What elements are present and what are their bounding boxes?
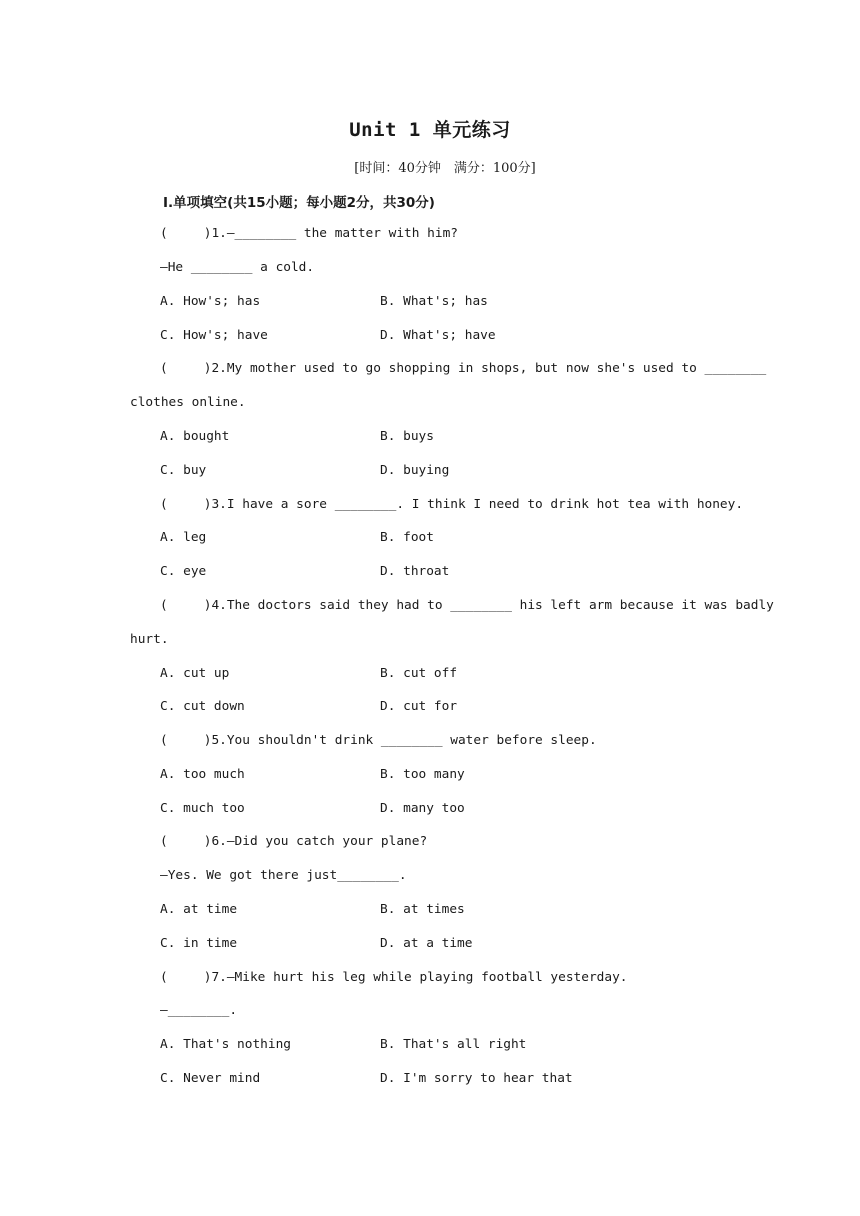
- option-b: B. What's; has: [380, 294, 488, 309]
- question-stem: ( )7.—Mike hurt his leg while playing football yesterday.: [160, 970, 628, 985]
- option-c: C. How's; have: [160, 328, 268, 343]
- option-c: C. Never mind: [160, 1071, 261, 1086]
- question-extra: —Yes. We got there just________.: [160, 868, 407, 883]
- option-a: A. That's nothing: [160, 1037, 291, 1052]
- option-c: C. eye: [160, 564, 207, 579]
- question-extra: —________.: [160, 1003, 238, 1018]
- option-c: C. in time: [160, 936, 238, 951]
- question-continuation: clothes online.: [130, 395, 246, 410]
- option-d: D. I'm sorry to hear that: [380, 1071, 573, 1086]
- question-extra: —He ________ a cold.: [160, 260, 315, 275]
- option-d: D. cut for: [380, 699, 458, 714]
- question-stem: ( )1.—________ the matter with him?: [160, 226, 458, 241]
- question-stem: ( )2.My mother used to go shopping in shops, but now she's used to ________: [160, 361, 767, 376]
- page-title: Unit 1 单元练习: [349, 119, 511, 141]
- option-d: D. at a time: [380, 936, 473, 951]
- option-a: A. bought: [160, 429, 230, 444]
- question-continuation: hurt.: [130, 632, 169, 647]
- time-score-info: [时间：40分钟 满分：100分]: [354, 161, 536, 176]
- option-b: B. That's all right: [380, 1037, 527, 1052]
- option-d: D. throat: [380, 564, 450, 579]
- option-d: D. buying: [380, 463, 450, 478]
- option-d: D. many too: [380, 801, 465, 816]
- option-b: B. too many: [380, 767, 465, 782]
- option-b: B. cut off: [380, 666, 458, 681]
- option-a: A. How's; has: [160, 294, 261, 309]
- option-c: C. much too: [160, 801, 245, 816]
- option-b: B. foot: [380, 530, 434, 545]
- option-c: C. buy: [160, 463, 207, 478]
- question-stem: ( )5.You shouldn't drink ________ water before sleep.: [160, 733, 597, 748]
- question-stem: ( )4.The doctors said they had to ________ his left arm because it was badly: [160, 598, 774, 613]
- option-a: A. cut up: [160, 666, 230, 681]
- option-c: C. cut down: [160, 699, 245, 714]
- option-a: A. too much: [160, 767, 245, 782]
- option-b: B. at times: [380, 902, 465, 917]
- option-b: B. buys: [380, 429, 434, 444]
- option-a: A. leg: [160, 530, 207, 545]
- section-heading: Ⅰ.单项填空(共15小题；每小题2分，共30分): [163, 195, 435, 211]
- option-d: D. What's; have: [380, 328, 496, 343]
- question-stem: ( )6.—Did you catch your plane?: [160, 834, 428, 849]
- question-stem: ( )3.I have a sore ________. I think I need to drink hot tea with honey.: [160, 497, 744, 512]
- option-a: A. at time: [160, 902, 238, 917]
